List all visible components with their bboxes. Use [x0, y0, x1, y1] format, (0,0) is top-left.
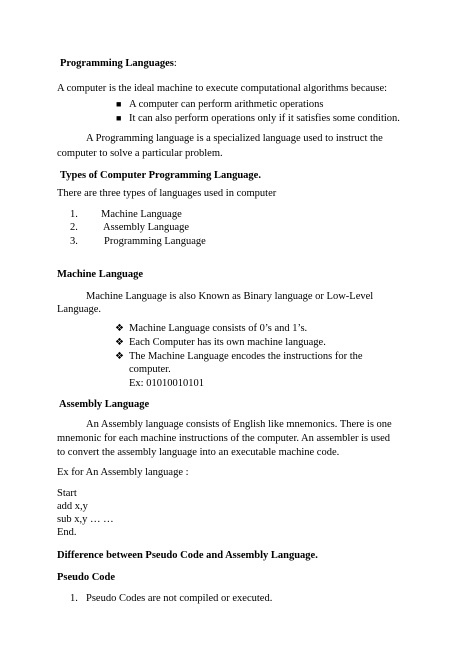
machine-point-1: Machine Language consists of 0’s and 1’s. [129, 323, 308, 334]
machine-line-1: Machine Language is also Known as Binary language or Low-Level [86, 291, 374, 302]
heading-machine-language: Machine Language [57, 269, 144, 280]
code-line: Start [57, 488, 77, 499]
machine-point-3-cont: computer. [129, 364, 171, 375]
heading-programming-colon: : [173, 58, 177, 69]
intro-line: A computer is the ideal machine to execute computational algorithms because: [57, 83, 388, 94]
heading-types: Types of Computer Programming Language. [60, 170, 261, 181]
assembly-line-1: An Assembly language consists of English like mnemonics. There is one [86, 419, 392, 430]
machine-point-2: Each Computer has its own machine language. [129, 337, 326, 348]
square-bullet-icon: ■ [116, 99, 122, 109]
machine-point-3: The Machine Language encodes the instructions for the [129, 351, 363, 362]
assembly-line-3: to convert the assembly language into an executable machine code. [57, 447, 340, 458]
heading-pseudo-code: Pseudo Code [57, 572, 116, 583]
machine-line-2: Language. [57, 304, 102, 315]
heading-programming-languages [60, 57, 177, 70]
definition-line-2: computer to solve a particular problem. [57, 148, 223, 159]
diamond-bullet-icon: ❖ [115, 337, 124, 348]
types-item-number: 2. [70, 222, 78, 233]
assembly-example-intro: Ex for An Assembly language : [57, 467, 189, 478]
reason-item-2: It can also perform operations only if it satisfies some condition. [129, 113, 400, 124]
types-item-number: 3. [70, 236, 78, 247]
code-line: sub x,y … … [57, 514, 114, 525]
square-bullet-icon: ■ [116, 113, 122, 123]
types-item-label: Assembly Language [103, 222, 190, 233]
code-line: End. [57, 527, 77, 538]
assembly-line-2: mnemonic for each machine instructions of the computer. An assembler is used [57, 433, 390, 444]
types-item-label: Programming Language [104, 236, 206, 247]
heading-assembly-language: Assembly Language [59, 399, 150, 410]
types-item-label: Machine Language [101, 209, 182, 220]
diamond-bullet-icon: ❖ [115, 323, 124, 334]
pseudo-item-label: Pseudo Codes are not compiled or executed. [86, 593, 273, 604]
code-line: add x,y [57, 501, 88, 512]
definition-line-1: A Programming language is a specialized language used to instruct the [86, 133, 383, 144]
types-intro: There are three types of languages used in computer [57, 188, 277, 199]
heading-programming-text: Programming Languages [60, 58, 174, 69]
reason-item-1: A computer can perform arithmetic operations [129, 99, 324, 110]
pseudo-item-number: 1. [70, 593, 78, 604]
heading-difference: Difference between Pseudo Code and Assembly Language. [57, 550, 318, 561]
types-item-number: 1. [70, 209, 78, 220]
machine-example: Ex: 01010010101 [129, 378, 204, 389]
diamond-bullet-icon: ❖ [115, 351, 124, 362]
